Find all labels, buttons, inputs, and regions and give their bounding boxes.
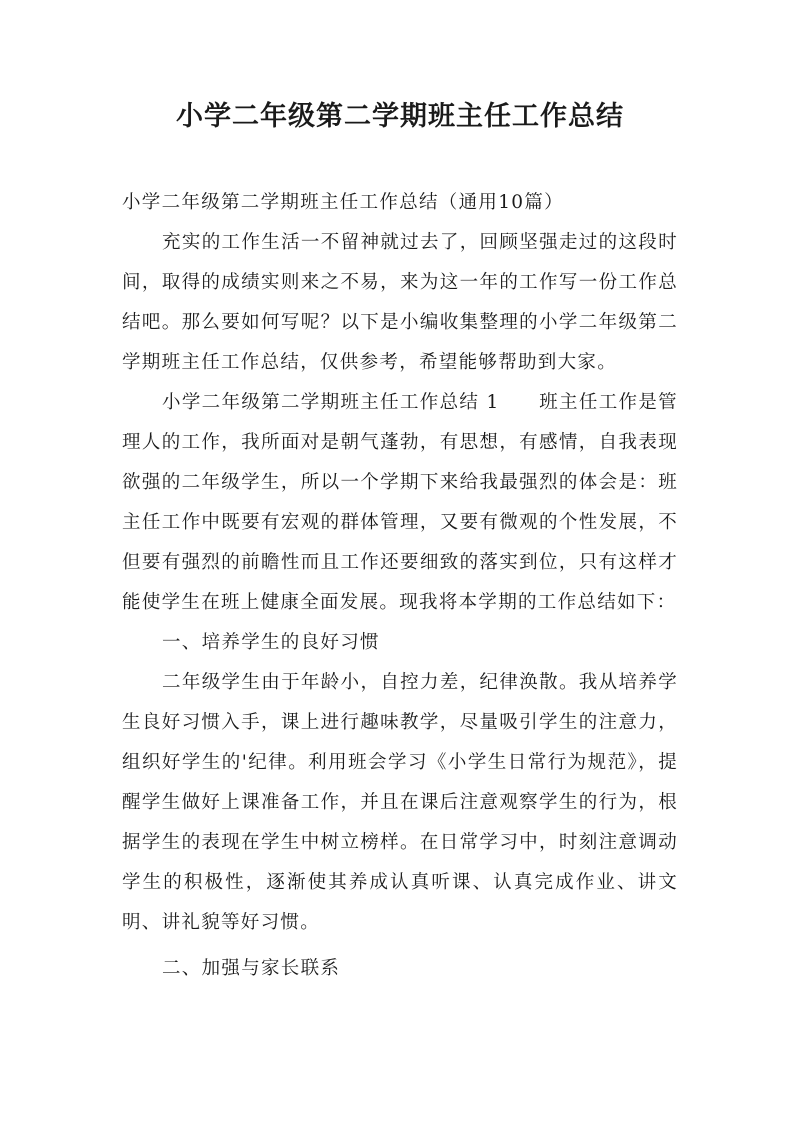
section-paragraph-1: 二年级学生由于年龄小，自控力差，纪律涣散。我从培养学生良好习惯入手，课上进行趣味教学，尽量吸引学生的注意力，组织好学生的'纪律。利用班会学习《小学生日常行为规范》，提醒学生做好上课准备工作，并且在课后注意观察学生的行为，根据学生的表现在学生中树立榜样。在日常学习中，时刻注意调动学生的积极性，逐渐使其养成认真听课、认真完成作业、讲文明、讲礼貌等好习惯。 xyxy=(122,672,678,933)
intro-paragraph: 充实的工作生活一不留神就过去了，回顾坚强走过的这段时间，取得的成绩实则来之不易，来为这一年的工作写一份工作总结吧。那么要如何写呢？以下是小编收集整理的小学二年级第二学期班主任工作总结，仅供参考，希望能够帮助到大家。 xyxy=(122,232,678,373)
section-heading-2: 二、加强与家长联系 xyxy=(162,958,341,979)
document-subtitle: 小学二年级第二学期班主任工作总结（通用10篇） xyxy=(122,192,564,213)
document-title: 小学二年级第二学期班主任工作总结 xyxy=(176,101,624,132)
document-body xyxy=(122,183,678,989)
essay-lead-paragraph: 小学二年级第二学期班主任工作总结 1 班主任工作是管理人的工作，我所面对是朝气蓬勃，有思想，有感情，自我表现欲强的二年级学生，所以一个学期下来给我最强烈的体会是：班主任工作中既要有宏观的群体管理，又要有微观的个性发展，不但要有强烈的前瞻性而且工作还要细致的落实到位，只有这样才能使学生在班上健康全面发展。现我将本学期的工作总结如下： xyxy=(122,392,678,613)
section-heading-1: 一、培养学生的良好习惯 xyxy=(162,632,380,653)
